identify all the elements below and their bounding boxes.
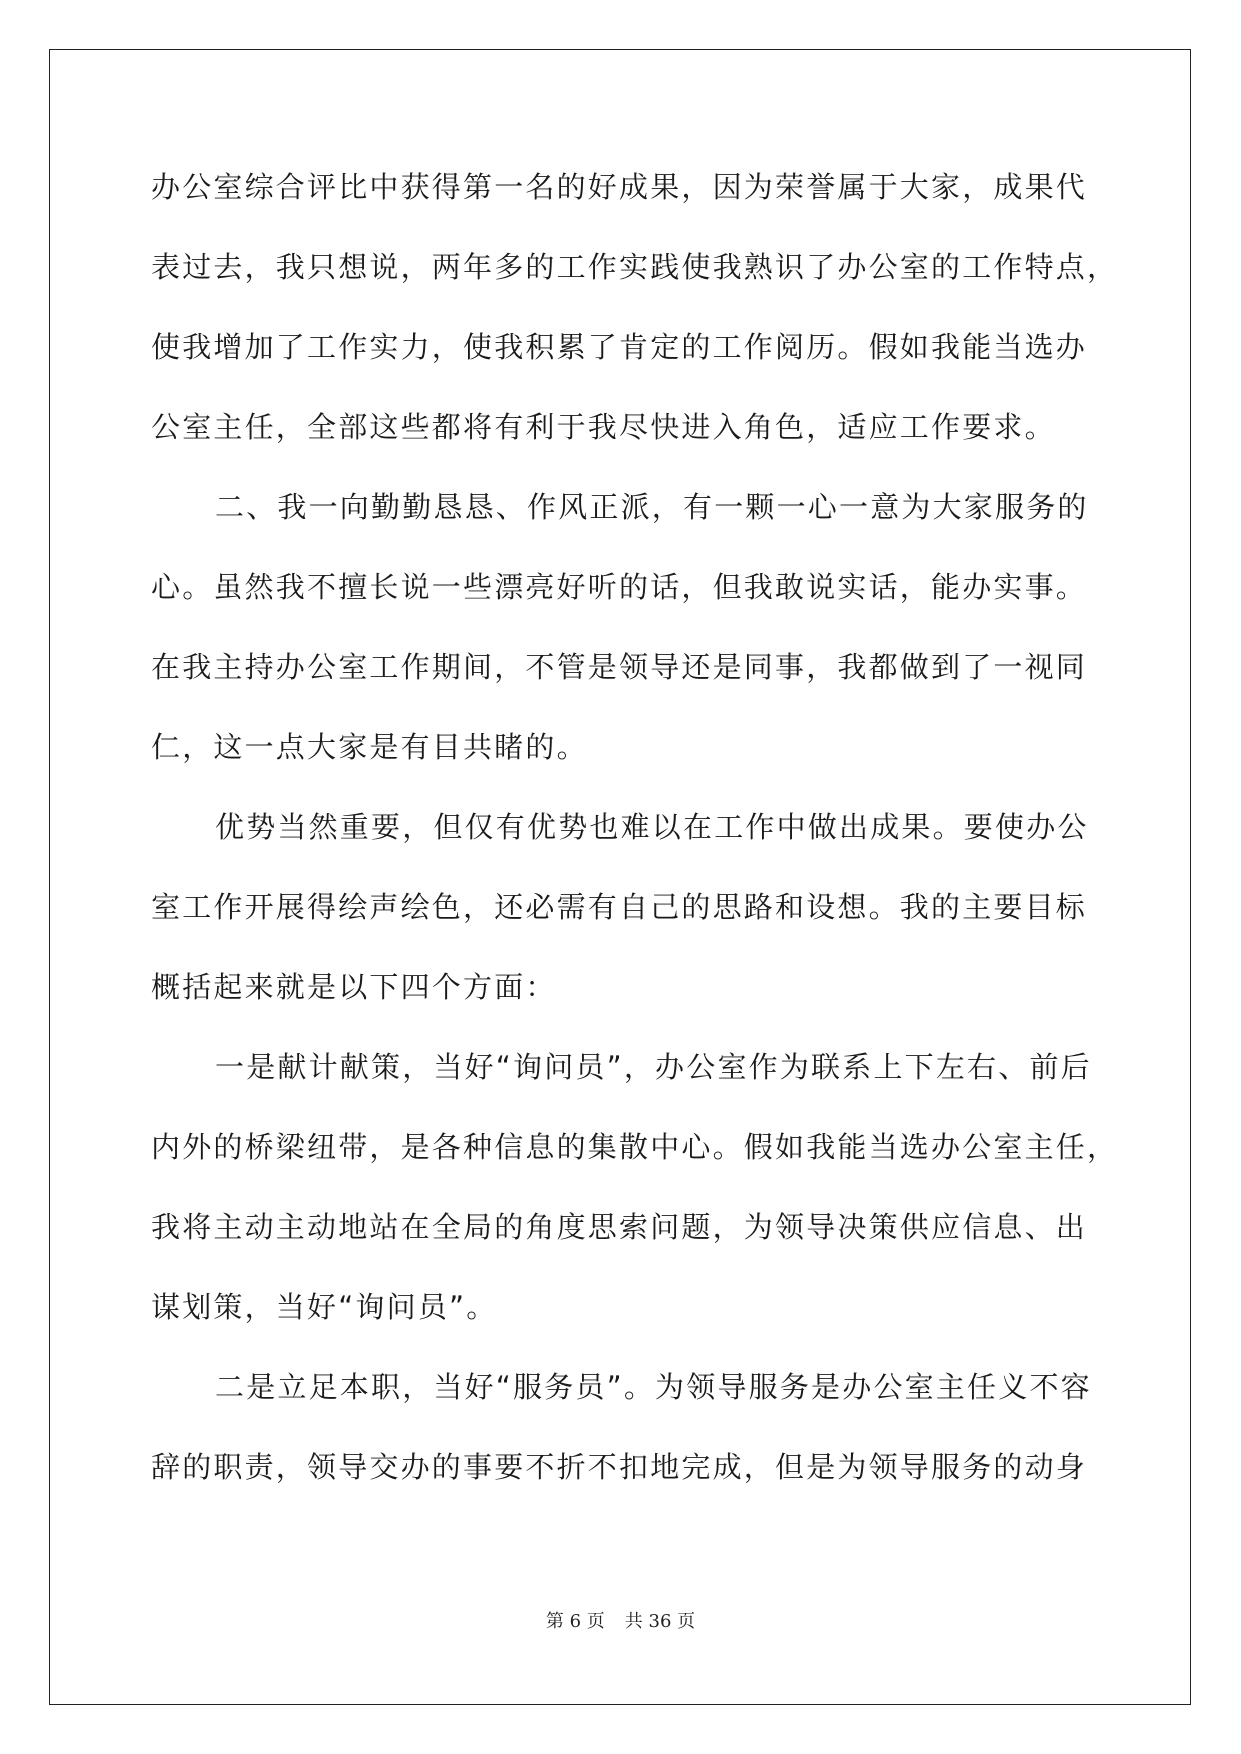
page-number: 第 6 页 — [545, 1611, 605, 1632]
document-body — [151, 160, 1119, 1520]
text-line: 室工作开展得绘声绘色，还必需有自己的思路和设想。我的主要目标 — [151, 890, 1088, 924]
text-line: 公室主任，全部这些都将有利于我尽快进入角色，适应工作要求。 — [151, 410, 1056, 444]
text-line: 我将主动主动地站在全局的角度思索问题，为领导决策供应信息、出 — [151, 1210, 1088, 1244]
text-line: 概括起来就是以下四个方面： — [151, 970, 557, 1004]
page-footer — [0, 1607, 1241, 1633]
text-line: 二、我一向勤勤恳恳、作风正派，有一颗一心一意为大家服务的 — [215, 490, 1089, 524]
text-line: 谋划策，当好“询问员”。 — [151, 1290, 498, 1324]
text-line: 在我主持办公室工作期间，不管是领导还是同事，我都做到了一视同 — [151, 650, 1088, 684]
text-line: 表过去，我只想说，两年多的工作实践使我熟识了办公室的工作特点， — [151, 250, 1119, 284]
text-line: 仁，这一点大家是有目共睹的。 — [151, 730, 588, 764]
text-line: 辞的职责，领导交办的事要不折不扣地完成，但是为领导服务的动身 — [151, 1450, 1088, 1484]
text-line: 二是立足本职，当好“服务员”。为领导服务是办公室主任义不容 — [215, 1370, 1092, 1404]
text-line: 一是献计献策，当好“询问员”，办公室作为联系上下左右、前后 — [215, 1050, 1092, 1084]
page-total: 共 36 页 — [624, 1611, 696, 1632]
text-line: 内外的桥梁纽带，是各种信息的集散中心。假如我能当选办公室主任， — [151, 1130, 1119, 1164]
text-line: 心。虽然我不擅长说一些漂亮好听的话，但我敢说实话，能办实事。 — [151, 570, 1088, 604]
text-line: 办公室综合评比中获得第一名的好成果，因为荣誉属于大家，成果代 — [151, 170, 1088, 204]
text-line: 优势当然重要，但仅有优势也难以在工作中做出成果。要使办公 — [215, 810, 1089, 844]
text-line: 使我增加了工作实力，使我积累了肯定的工作阅历。假如我能当选办 — [151, 330, 1088, 364]
